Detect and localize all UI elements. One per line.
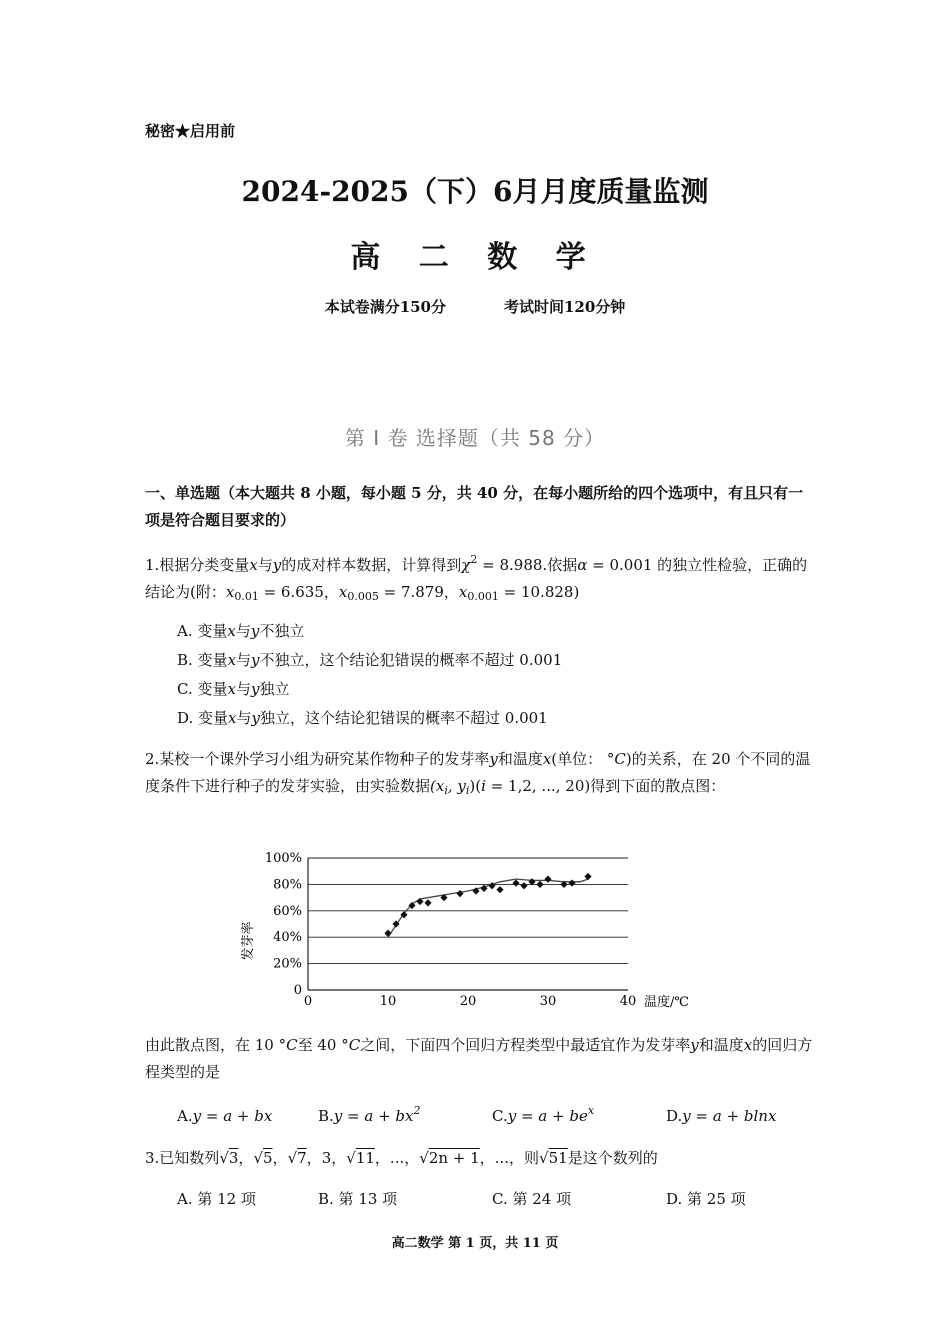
chart-point xyxy=(584,873,591,880)
confidential-label: 秘密★启用前 xyxy=(145,122,236,140)
chart-y-tick: 100% xyxy=(264,851,302,866)
chart-point xyxy=(424,899,431,906)
chart-point xyxy=(456,890,463,897)
chart-y-tick: 20% xyxy=(273,956,302,972)
exam-info xyxy=(0,296,950,317)
question-3-option-b: B. 第 13 项 xyxy=(318,1190,398,1208)
sequence-term: √11 xyxy=(346,1149,375,1167)
question-1-option-d: D. 变量x与y独立，这个结论犯错误的概率不超过 0.001 xyxy=(177,709,548,727)
volume-title: 第 I 卷 选择题（共 58 分） xyxy=(344,426,606,450)
question-2-stem: 2.某校一个课外学习小组为研究某作物种子的发芽率y和温度x(单位： °C)的关系，在 20 个不同的温度条件下进行种子的发芽实验，由实验数据($x_i$, $y_i)(i = 1,2$, ..., 20)得到下面的散点图： xyxy=(145,750,811,797)
question-1-option-a: A. 变量x与y不独立 xyxy=(177,622,305,640)
exam-title: 2024-2025（下）6月月度质量监测 xyxy=(241,175,709,208)
question-2-option-b: $B.y = a + bx^2$ xyxy=(318,1104,421,1125)
chart-point xyxy=(536,881,543,888)
chart-point xyxy=(512,879,519,886)
chart-x-axis-label: 温度/℃ xyxy=(644,995,689,1010)
sequence-terms: √3，√5，√7，3，√11，...，√2n + 1，...， xyxy=(219,1149,525,1167)
question-1-option-c: C. 变量x与y独立 xyxy=(177,680,290,698)
chart-point xyxy=(384,930,391,937)
chart-trend-line xyxy=(388,879,588,937)
chart-x-tick: 10 xyxy=(379,994,397,1009)
question-2-followup: 由此散点图，在 10 °C至 40 °C之间，下面四个回归方程类型中最适宜作为发芽率y和温度x的回归方程类型的是 xyxy=(145,1036,813,1081)
chart-x-tick: 40 xyxy=(619,994,637,1009)
chart-point xyxy=(496,886,503,893)
question-3-option-a: A. 第 12 项 xyxy=(177,1190,256,1208)
chart-x-tick: 0 xyxy=(303,994,313,1009)
full-score-text: 本试卷满分150分 xyxy=(324,298,446,316)
chart-x-tick: 20 xyxy=(459,994,477,1009)
subject-title: 高 二 数 学 xyxy=(350,240,600,275)
sequence-term: √2n + 1 xyxy=(419,1149,480,1167)
question-3-stem: 3.已知数列√3，√5，√7，3，√11，...，√2n + 1，...，则√51是这个数列的 xyxy=(145,1149,658,1167)
sequence-term: ... xyxy=(389,1149,405,1167)
chart-y-tick: 80% xyxy=(273,877,302,893)
chart-gridlines xyxy=(308,858,628,990)
question-1-option-b: B. 变量x与y不独立，这个结论犯错误的概率不超过 0.001 xyxy=(177,651,563,669)
section-heading: 一、单选题（本大题共 8 小题，每小题 5 分，共 40 分，在每小题所给的四个选项中，有且只有一项是符合题目要求的） xyxy=(145,484,804,529)
sequence-term: 3 xyxy=(321,1149,332,1167)
chart-point xyxy=(568,879,575,886)
chart-y-tick: 40% xyxy=(273,930,302,946)
chart-points xyxy=(384,873,591,937)
chart-y-tick-labels xyxy=(265,851,302,998)
question-3-option-d: D. 第 25 项 xyxy=(666,1190,746,1208)
sequence-term: ... xyxy=(494,1149,509,1167)
question-3-option-c: C. 第 24 项 xyxy=(492,1190,572,1208)
chart-y-tick: 0 xyxy=(293,983,302,998)
chart-point xyxy=(544,876,551,883)
germination-scatter-chart xyxy=(230,846,720,1016)
chart-y-axis-label: 发芽率 xyxy=(241,921,256,961)
question-2-option-c: $C.y = a + be^x$ xyxy=(492,1104,595,1125)
question-1-stem: 1.根据分类变量x与y的成对样本数据，计算得到$\chi^2 = 8.988$.依据α = 0.001 的独立性检验，正确的结论为(附：$x_{0.01} = 6.635$，$x_{0.005} = 7.879$，$x_{0.001} = 10.828$) xyxy=(145,553,808,603)
question-2-option-a: A.y = a + bx xyxy=(177,1107,273,1125)
sqrt-51: √51 xyxy=(539,1149,568,1167)
sequence-term: √3 xyxy=(219,1149,239,1167)
exam-time-text: 考试时间120分钟 xyxy=(504,298,626,316)
question-2-option-d: D.y = a + blnx xyxy=(666,1107,777,1125)
sequence-term: √7 xyxy=(287,1149,307,1167)
chart-x-tick: 30 xyxy=(539,994,557,1009)
chart-x-tick-labels xyxy=(304,994,636,1009)
page-footer: 高二数学 第 1 页，共 11 页 xyxy=(391,1236,559,1251)
chart-point xyxy=(520,882,527,889)
chart-y-tick: 60% xyxy=(273,903,302,919)
sequence-term: √5 xyxy=(253,1149,273,1167)
